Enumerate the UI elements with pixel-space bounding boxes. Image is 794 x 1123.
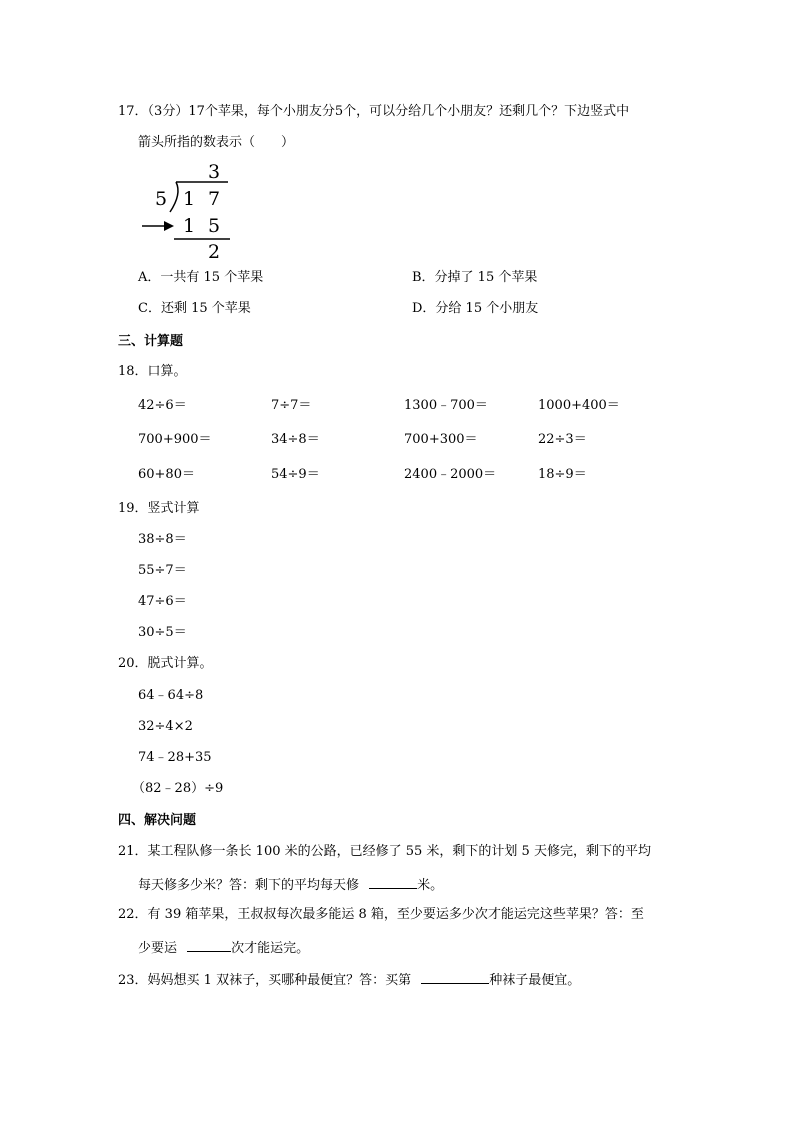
- q23-tail: 种袜子最便宜。: [489, 973, 581, 988]
- q19-item-2: 55÷7＝: [138, 563, 187, 578]
- q21-line2-unit: 米。: [417, 878, 444, 893]
- q21-line1: 21．某工程队修一条长 100 米的公路，已经修了 55 米，剩下的计划 5 天修完，剩下的平均: [118, 844, 651, 859]
- q23-answer-blank[interactable]: [421, 969, 489, 984]
- q18-r3-c4: 18÷9＝: [538, 467, 587, 482]
- dividend-tens-digit: 1: [183, 188, 196, 210]
- long-division-svg: [138, 158, 232, 262]
- q18-r2-c2: 34÷8＝: [271, 432, 320, 447]
- q20-title: 20．脱式计算。: [118, 656, 213, 671]
- dividend-ones-digit: 7: [208, 188, 221, 210]
- q17-option-a: A．一共有 15 个苹果: [138, 270, 264, 285]
- q19-item-3: 47÷6＝: [138, 594, 187, 609]
- q19-item-1: 38÷8＝: [138, 532, 187, 547]
- q17-stem-line1: 17．（3分）17个苹果，每个小朋友分5个，可以分给几个小朋友？还剩几个？下边竖式中: [118, 104, 630, 119]
- product-tens-digit: 1: [183, 215, 196, 237]
- q22-line2: [138, 937, 309, 958]
- remainder-digit: 2: [208, 241, 221, 262]
- q23-text: 23．妈妈想买 1 双袜子，买哪种最便宜？答：买第: [118, 973, 412, 988]
- q22-line2-tail: 次才能运完。: [231, 941, 310, 956]
- q18-r1-c2: 7÷7＝: [271, 398, 312, 413]
- q19-item-4: 30÷5＝: [138, 625, 187, 640]
- q20-item-4: （82﹣28）÷9: [132, 781, 224, 796]
- q20-item-1: 64﹣64÷8: [138, 688, 204, 703]
- q18-r3-c3: 2400﹣2000＝: [404, 467, 497, 482]
- q18-r1-c3: 1300﹣700＝: [404, 398, 488, 413]
- q18-r2-c1: 700+900＝: [138, 432, 212, 447]
- q21-line2: [138, 874, 443, 895]
- q17-option-c: C．还剩 15 个苹果: [138, 301, 251, 316]
- q22-line1: 22．有 39 箱苹果，王叔叔每次最多能运 8 箱，至少要运多少次才能运完这些苹果？答：至: [118, 907, 644, 922]
- q21-line2-text: 每天修多少米？答：剩下的平均每天修: [138, 878, 360, 893]
- q22-answer-blank[interactable]: [187, 937, 231, 952]
- q18-title: 18．口算。: [118, 364, 187, 379]
- q18-r2-c3: 700+300＝: [404, 432, 478, 447]
- product-ones-digit: 5: [208, 215, 221, 237]
- q23-line: [118, 969, 580, 990]
- q21-answer-blank[interactable]: [369, 874, 417, 889]
- section-3-heading: 三、计算题: [118, 334, 184, 349]
- long-division-figure: [138, 158, 232, 262]
- divisor-digit: 5: [155, 188, 168, 210]
- q20-item-3: 74﹣28+35: [138, 750, 212, 765]
- section-4-heading: 四、解决问题: [118, 813, 197, 828]
- q18-r1-c1: 42÷6＝: [138, 398, 187, 413]
- q18-r2-c4: 22÷3＝: [538, 432, 587, 447]
- q18-r3-c2: 54÷9＝: [271, 467, 320, 482]
- q22-line2-text: 少要运: [138, 941, 178, 956]
- q17-stem-line2: 箭头所指的数表示（ ）: [138, 135, 295, 150]
- q18-r1-c4: 1000+400＝: [538, 398, 620, 413]
- q18-r3-c1: 60+80＝: [138, 467, 195, 482]
- quotient-digit: 3: [208, 161, 221, 183]
- q17-option-b: B．分掉了 15 个苹果: [412, 270, 538, 285]
- q17-option-d: D．分给 15 个小朋友: [412, 301, 539, 316]
- q20-item-2: 32÷4×2: [138, 719, 193, 734]
- q19-title: 19．竖式计算: [118, 501, 200, 516]
